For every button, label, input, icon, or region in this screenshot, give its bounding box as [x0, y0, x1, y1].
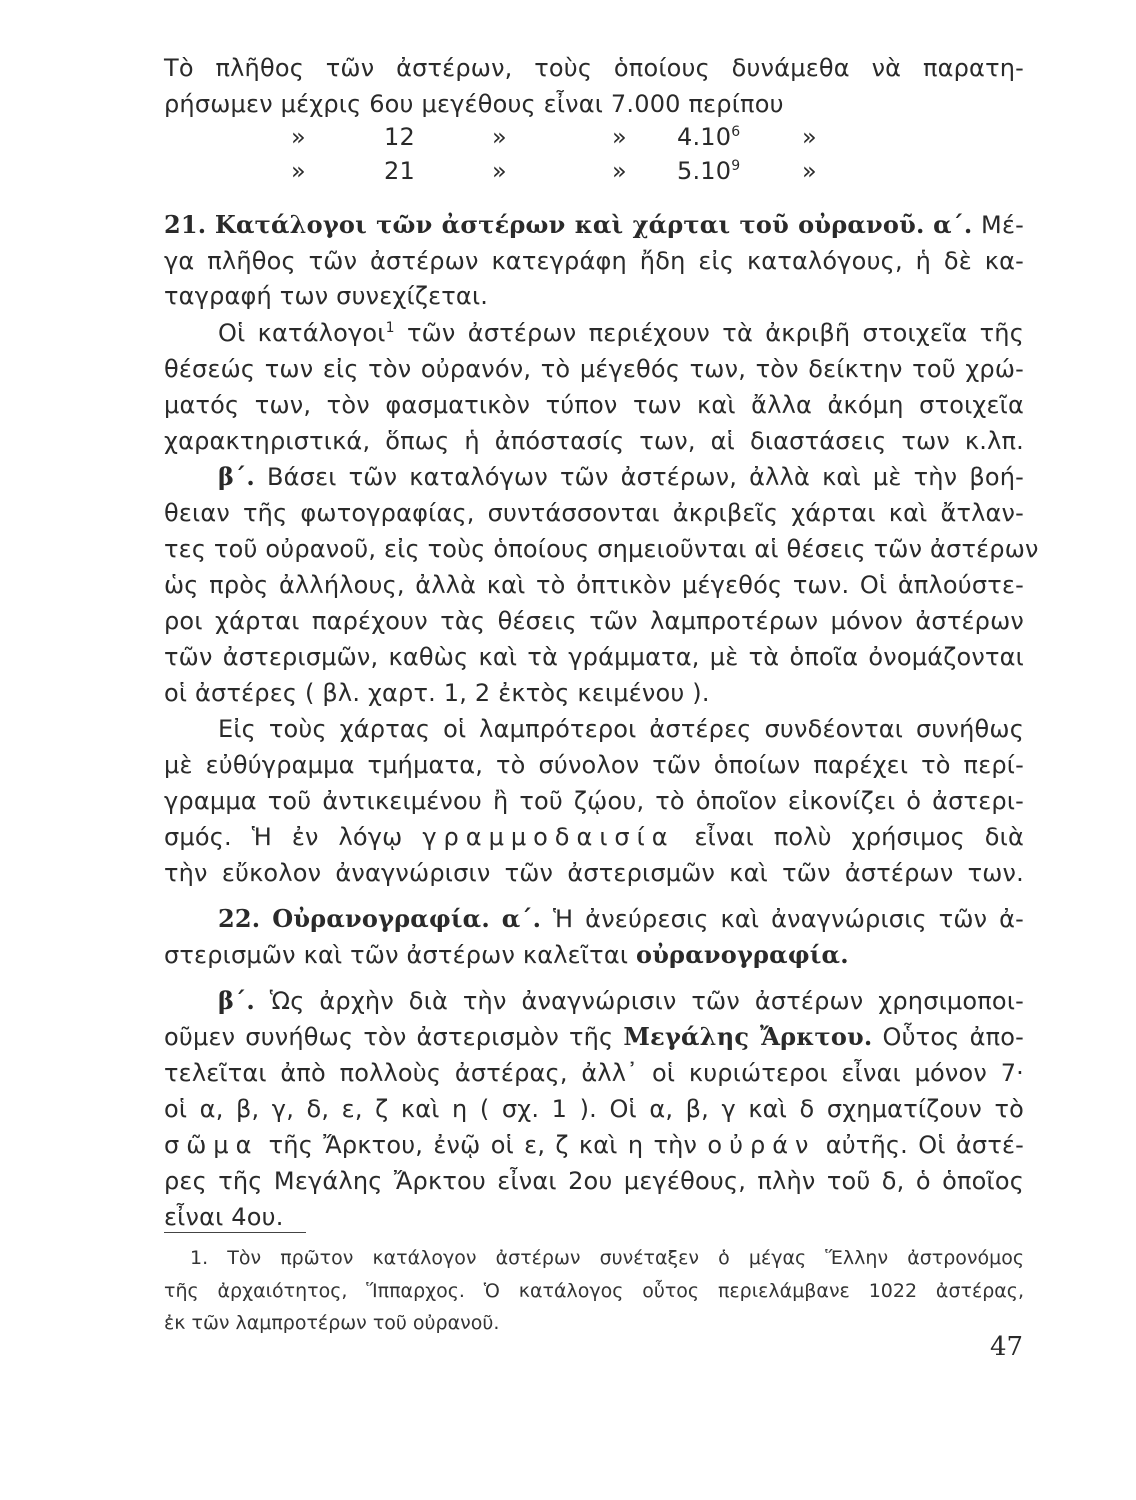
catalogues-rest: τῶν ἀστέρων περιέχουν τὰ ἀκριβῆ στοιχεῖα τῆς [394, 319, 1024, 347]
footnote-ref: 1 [385, 320, 395, 336]
ditto-mark: » [291, 157, 306, 185]
section-22-line-2 [164, 939, 1024, 971]
intro-line-2: ρήσωμεν μέχρις 6ου μεγέθους εἶναι 7.000 περίπου [164, 90, 784, 118]
catalogues-para-line-1 [218, 317, 1024, 349]
footnote-line-1: 1. Τὸν πρῶτον κατάλογον ἀστέρων συνέταξεν ὁ μέγας Ἕλλην ἀστρονόμος [190, 1247, 1024, 1269]
term-ouranographia: οὐρανογραφία. [636, 940, 849, 969]
ursa-para-line-3: τελεῖται ἀπὸ πολλοὺς ἀστέρας, ἀλλ᾽ οἱ κυριώτεροι εἶναι μόνον 7· [164, 1059, 1024, 1087]
maps-para-line-3: τες τοῦ οὐρανοῦ, εἰς τοὺς ὁποίους σημειοῦνται αἱ θέσεις τῶν ἀστέρων [164, 535, 1039, 563]
section-22-line-1-rest: Ἡ ἀνεύρεσις καὶ ἀναγνώρισις τῶν ἀ- [541, 905, 1024, 933]
ditto-mark: » [291, 123, 306, 151]
lines-para-line-4-a: σμός. Ἡ ἐν λόγῳ [164, 823, 423, 851]
ursa-para-line-4: οἱ α, β, γ, δ, ε, ζ καὶ η ( σχ. 1 ). Οἱ α, β, γ καὶ δ σχηματίζουν τὸ [164, 1095, 1024, 1123]
star-count-base: 4.10 [677, 123, 732, 151]
magnitude-value: 21 [384, 157, 415, 185]
term-ursa-major: Μεγάλης Ἄρκτου. [623, 1022, 873, 1051]
catalogues-word: Οἱ κατάλογοι [218, 319, 386, 347]
ursa-para-line-2-c: Οὗτος ἀπο- [872, 1023, 1024, 1051]
catalogues-para-line-4: χαρακτηριστικά, ὅπως ἡ ἀπόστασίς των, αἱ διαστάσεις των κ.λπ. [164, 427, 1024, 455]
ursa-para-line-5-b: τῆς Ἄρκτου, ἐνῷ οἱ ε, ζ καὶ η τὴν [258, 1131, 708, 1159]
lines-para-line-5: τὴν εὔκολον ἀναγνώρισιν τῶν ἀστερισμῶν καὶ τῶν ἀστέρων των. [164, 859, 1024, 887]
lines-para-line-4 [164, 821, 1024, 853]
footnote-line-3: ἐκ τῶν λαμπροτέρων τοῦ οὐρανοῦ. [164, 1312, 500, 1334]
ursa-para-line-2-a: οῦμεν συνήθως τὸν ἀστερισμὸν τῆς [164, 1023, 624, 1051]
catalogues-para-line-2: θέσεώς των εἰς τὸν οὐρανόν, τὸ μέγεθός των, τὸν δείκτην τοῦ χρώ- [164, 355, 1024, 383]
catalogues-para-line-3: ματός των, τὸν φασματικὸν τύπον των καὶ ἄλλα ἀκόμη στοιχεῖα [164, 391, 1024, 419]
ditto-mark: » [492, 157, 507, 185]
star-count [677, 155, 740, 187]
footnote-line-2: τῆς ἀρχαιότητος, Ἵππαρχος. Ὁ κατάλογος οὗτος περιελάμβανε 1022 ἀστέρας, [164, 1280, 1024, 1302]
intro-line-1: Τὸ πλῆθος τῶν ἀστέρων, τοὺς ὁποίους δυνάμεθα νὰ παρατη- [164, 54, 1024, 82]
maps-para-line-7: οἱ ἀστέρες ( βλ. χαρτ. 1, 2 ἐκτὸς κειμένου ). [164, 679, 710, 707]
section-21-line-3: ταγραφή των συνεχίζεται. [164, 282, 489, 310]
ditto-mark: » [492, 123, 507, 151]
subsection-beta: β΄. [218, 986, 255, 1015]
page-number: 47 [990, 1332, 1024, 1362]
ditto-mark: » [612, 157, 627, 185]
star-count-base: 5.10 [677, 157, 732, 185]
section-22-title: Οὐρανογραφία. [272, 904, 490, 933]
subsection-alpha: α΄. [933, 210, 973, 239]
footnote-divider [164, 1232, 306, 1233]
subsection-alpha: α΄. [501, 904, 542, 933]
term-ouran: οὐράν [707, 1131, 816, 1159]
ursa-para-line-1-rest: Ὡς ἀρχὴν διὰ τὴν ἀναγνώρισιν τῶν ἀστέρων χρησιμοποι- [254, 987, 1024, 1015]
ditto-mark: » [612, 123, 627, 151]
lines-para-line-2: μὲ εὐθύγραμμα τμήματα, τὸ σύνολον τῶν ὁποίων παρέχει τὸ περί- [164, 751, 1024, 779]
lines-para-line-4-c: εἶναι πολὺ χρήσιμος διὰ [674, 823, 1024, 851]
magnitude-value: 12 [384, 123, 415, 151]
ursa-para-line-5-d: αὐτῆς. Οἱ ἀστέ- [815, 1131, 1025, 1159]
section-21-title: Κατάλογοι τῶν ἀστέρων καὶ χάρται τοῦ οὐρανοῦ. [214, 210, 925, 239]
section-21-heading-line [164, 209, 1024, 241]
maps-para-line-6: τῶν ἀστερισμῶν, καθὼς καὶ τὰ γράμματα, μὲ τὰ ὁποῖα ὀνομάζονται [164, 643, 1024, 671]
lines-para-line-3: γραμμα τοῦ ἀντικειμένου ἢ τοῦ ζῴου, τὸ ὁποῖον εἰκονίζει ὁ ἀστερι- [164, 787, 1024, 815]
ursa-para-line-1 [218, 985, 1024, 1017]
ursa-para-line-7: εἶναι 4ου. [164, 1203, 284, 1231]
section-21-line-1-rest: Μέ- [981, 211, 1024, 239]
maps-para-line-2: θειαν τῆς φωτογραφίας, συντάσσονται ἀκριβεῖς χάρται καὶ ἄτλαν- [164, 499, 1024, 527]
lines-para-line-1: Εἰς τοὺς χάρτας οἱ λαμπρότεροι ἀστέρες συνδέονται συνήθως [218, 715, 1024, 743]
term-grammodaisia: γραμμοδαισία [422, 823, 675, 851]
subsection-beta: β΄. [218, 462, 255, 491]
ditto-mark: » [802, 123, 817, 151]
ursa-para-line-2 [164, 1021, 1024, 1053]
star-count-exponent: 9 [731, 158, 741, 174]
section-22-number: 22. [218, 904, 261, 933]
maps-para-line-1 [218, 461, 1024, 493]
ursa-para-line-6: ρες τῆς Μεγάλης Ἄρκτου εἶναι 2ου μεγέθους, πλὴν τοῦ δ, ὁ ὁποῖος [164, 1167, 1024, 1195]
maps-para-line-1-rest: Βάσει τῶν καταλόγων τῶν ἀστέρων, ἀλλὰ καὶ μὲ τὴν βοή- [254, 463, 1024, 491]
term-soma: σῶμα [164, 1131, 259, 1159]
section-22-heading-line [218, 903, 1024, 935]
section-21-line-2: γα πλῆθος τῶν ἀστέρων κατεγράφη ἤδη εἰς καταλόγους, ἡ δὲ κα- [164, 247, 1024, 275]
ursa-para-line-5 [164, 1129, 1024, 1161]
section-22-line-2-a: στερισμῶν καὶ τῶν ἀστέρων καλεῖται [164, 941, 636, 969]
ditto-mark: » [802, 157, 817, 185]
maps-para-line-5: ροι χάρται παρέχουν τὰς θέσεις τῶν λαμπροτέρων μόνον ἀστέρων [164, 607, 1024, 635]
star-count [677, 121, 740, 153]
star-count-exponent: 6 [731, 124, 741, 140]
section-21-number: 21. [164, 210, 207, 239]
maps-para-line-4: ὡς πρὸς ἀλλήλους, ἀλλὰ καὶ τὸ ὀπτικὸν μέγεθός των. Οἱ ἁπλούστε- [164, 571, 1024, 599]
